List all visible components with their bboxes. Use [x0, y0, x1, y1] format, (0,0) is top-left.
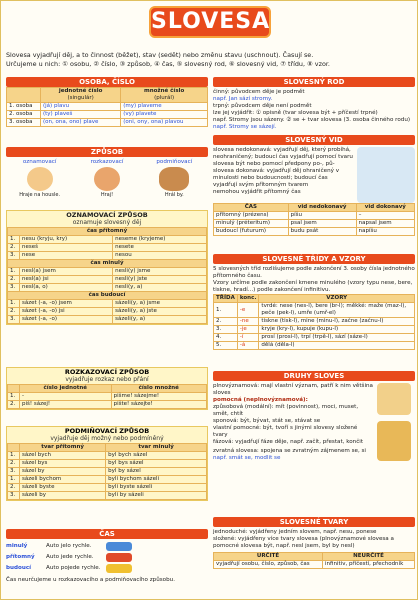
table-row: budoucí (futurum) budu psát napíšu [214, 228, 415, 236]
table-row: 2. osoba (ty) plaveš (vy) plavete [7, 111, 208, 119]
oznamovaci-table: čas přítomný 1. nesu (kryju, kry) neseme (kryjeme) 2. neseš nesete 3. nese nesou čas minulý 1. nesl(a) jsem nesli(y) jsme 2. nesl(a) jsi nesli(y) jste 3. nesl(a, o) nesli(y, a) čas budoucí 1. sázet (-a, -o) jsem sázeli(y, a) jsme 2. sázet (-a, -o) jsi sázeli(y, a) jste 3. sázet (-a, -o) sázeli(y, a) [7, 227, 207, 324]
table-row: přítomný (prézens) píšu – [214, 212, 415, 220]
rozkazovaci-title: ROZKAZOVACÍ ZPŮSOB [64, 368, 150, 376]
violinist-illustration [27, 167, 53, 191]
airplane-illustration [357, 147, 415, 203]
table-row: 2. -ne tiskne (tisk-l), mine (minu-l), začne (začnu-l) [214, 318, 415, 326]
table-row: 3. sázel by byl by sázel [8, 468, 207, 476]
table-row: 3. nese nesou [8, 252, 207, 260]
zpusob-item: rozkazovací Hraj! [90, 159, 124, 198]
rod-section: SLOVESNÝ ROD činný: původcem děje je podmět např. Jan sází stromy. trpný: původcem děje není podmět lze jej vyjádřit: ① opisně (tvar slovesa být + příčestí trpné) např. Stromy jsou sázeny. ② se + tvar slovesa (3. osoba činného rodu) např. Stromy se sázejí. [213, 77, 415, 131]
child-reading-illustration [377, 383, 411, 415]
cas-header: ČAS [6, 529, 208, 539]
cas-section [6, 529, 208, 584]
table-row: vyjadřují osobu, číslo, způsob, čas infinitiv, příčestí, přechodník [214, 561, 415, 569]
table-row: 2. sázet (-a, -o) jsi sázeli(y, a) jste [8, 308, 207, 316]
table-row: 3. sázeli by byli by sázeli [8, 492, 207, 500]
car-icon [106, 564, 132, 573]
table-row: 1. nesl(a) jsem nesli(y) jsme [8, 268, 207, 276]
table-row: 2. sázeli byste byli byste sázeli [8, 484, 207, 492]
table-row: 1. osoba (já) plavu (my) plaveme [7, 103, 208, 111]
podminovaci-section: PODMIŇOVACÍ ZPŮSOB vyjadřuje děj možný nebo podmíněný tvar přítomný tvar minulý 1. sázel bych byl bych sázel 2. sázel bys byl bys sázel 3. sázel by byl by sázel 1. sázeli bychom byli bychom sázeli 2. sázeli byste byli byste sázeli 3. sázeli by byli by sázeli [6, 426, 208, 501]
table-row: 5. -á dělá (děla-l) [214, 342, 415, 350]
druhy-section: DRUHY SLOVES plnovýznamová: mají vlastní význam, patří k nim většina sloves pomocná (neplnovýznamová): způsobová (modální): mít (povinnost), moci, muset, smět, chtít sponová: být, bývat, stát se, stávat se vlastní pomocné: být, tvoří s jinými slovesy složené tvary fázová: vyjadřují fáze děje, např. začít, přestat, končit zvratná slovesa: spojena se zvratným zájmenem se, si např. smát se, modlit se [213, 371, 415, 462]
tvary-table: URČITÉ NEURČITÉ vyjadřují osobu, číslo, způsob, čas infinitiv, příčestí, přechodník [213, 552, 415, 569]
child-illustration [94, 167, 120, 191]
table-row: 1. sázet (-a, -o) jsem sázeli(y, a) jsme [8, 300, 207, 308]
table-row: 3. sázet (-a, -o) sázeli(y, a) [8, 316, 207, 324]
car-icon [106, 542, 132, 551]
bear-illustration [159, 167, 189, 191]
tvary-section: SLOVESNÉ TVARY jednoduché: vyjádřeny jedním slovem, např. nesu, ponese složené: vyjádřeny více tvary slovesa (plnovýznamové slovesa a pomocné slovesa být, např. nesl jsem, byl by nesl) URČITÉ NEURČITÉ vyjadřují osobu, číslo, způsob, čas infinitiv, příčestí, přechodník [213, 517, 415, 569]
intro-line-2: Určujeme u nich: ① osobu, ② číslo, ③ způsob, ④ čas, ⑤ slovesný rod, ⑥ slovesný vid, ⑦ třídu, ⑧ vzor. [6, 59, 330, 68]
cas-item: minulý Auto jelo rychle. [6, 541, 208, 552]
oznamovaci-title: OZNAMOVACÍ ZPŮSOB [66, 211, 148, 219]
cas-item: přítomný Auto jede rychle. [6, 552, 208, 563]
intro-text [6, 51, 416, 68]
vid-section: SLOVESNÝ VID slovesa nedokonavá: vyjadřují děj, který probíhá, neohraničený; budoucí čas vyjadřují pomocí tvaru slovesa být nebo pomocí předpony po-, pů- slovesa dokonavá: vyjadřují děj ohraničený v minulosti nebo budoucnosti; budoucí čas vyjadřují svým přítomným tvarem nemohou vyjádřit přítomný čas ČAS vid nedokonavý vid dokonavý přítomný (prézens) píšu – minulý (préteritum) psal jsem napsal jsem budoucí (futurum) budu psát napíšu [213, 135, 415, 236]
druhy-header: DRUHY SLOVES [213, 371, 415, 381]
osoba-col-pl: množné číslo (plurál) [121, 88, 208, 103]
king-illustration [377, 421, 411, 461]
osoba-section [6, 77, 208, 127]
page-title: SLOVESA [149, 6, 271, 38]
zpusob-section [6, 147, 208, 203]
zpusob-item: podmiňovací Hrál by. [156, 159, 193, 198]
podminovaci-table: tvar přítomný tvar minulý 1. sázel bych byl bych sázel 2. sázel bys byl bys sázel 3. sázel by byl by sázel 1. sázeli bychom byli bychom sázeli 2. sázeli byste byli byste sázeli 3. sázeli by byli by sázeli [7, 443, 207, 500]
cas-item: budoucí Auto pojede rychle. [6, 563, 208, 574]
tridy-table: TŘÍDA konc. VZORY 1. -e tvrdé: nese (nes-l), bere (br-l); měkké: maže (maz-l), peče (pek-l), umře (umř-el) 2. -ne tiskne (tisk-l), mine (minu-l), začne (začnu-l) 3. -je kryje (kry-l), kupuje (kupu-l) 4. -í prosí (prosí-l), trpí (trpě-l), sází (sáze-l) 5. -á dělá (děla-l) [213, 294, 415, 350]
cas-note: Čas neurčujeme u rozkazovacího a podmiňovacího způsobu. [6, 577, 175, 583]
table-row: minulý (préteritum) psal jsem napsal jsem [214, 220, 415, 228]
oznamovaci-section: OZNAMOVACÍ ZPŮSOB oznamuje slovesný děj čas přítomný 1. nesu (kryju, kry) neseme (kryjeme) 2. neseš nesete 3. nese nesou čas minulý 1. nesl(a) jsem nesli(y) jsme 2. nesl(a) jsi nesli(y) jste 3. nesl(a, o) nesli(y, a) čas budoucí 1. sázet (-a, -o) jsem sázeli(y, a) jsme 2. sázet (-a, -o) jsi sázeli(y, a) jste 3. sázet (-a, -o) sázeli(y, a) [6, 210, 208, 325]
vid-header: SLOVESNÝ VID [213, 135, 415, 145]
osoba-header: OSOBA, ČÍSLO [6, 77, 208, 87]
osoba-table [6, 87, 208, 127]
table-row: 3. osoba (on, ona, ono) plave (oni, ony, ona) plavou [7, 119, 208, 127]
tridy-section: SLOVESNÉ TŘÍDY A VZORY 5 slovesných tříd rozlišujeme podle zakončení 3. osoby čísla jednotného přítomného času. Vzory určíme podle zakončení kmene minulého (vzory typu nese, bere, tiskne, hradí...) podle zakončení infinitivu. TŘÍDA konc. VZORY 1. -e tvrdé: nese (nes-l), bere (br-l); měkké: maže (maz-l), peče (pek-l), umře (umř-el) 2. -ne tiskne (tisk-l), mine (minu-l), začne (začnu-l) 3. -je kryje (kry-l), kupuje (kupu-l) 4. -í prosí (prosí-l), trpí (trpě-l), sází (sáze-l) 5. -á dělá (děla-l) [213, 255, 415, 348]
zpusob-item: oznamovací Hraje na housle. [19, 159, 61, 198]
table-row: 2. neseš nesete [8, 244, 207, 252]
table-row: 4. -í prosí (prosí-l), trpí (trpě-l), sází (sáze-l) [214, 334, 415, 342]
tridy-header: SLOVESNÉ TŘÍDY A VZORY [213, 254, 415, 264]
table-row: 1. sázeli bychom byli bychom sázeli [8, 476, 207, 484]
podminovaci-title: PODMIŇOVACÍ ZPŮSOB [64, 427, 150, 435]
rod-header: SLOVESNÝ ROD [213, 77, 415, 87]
car-icon [106, 553, 132, 562]
osoba-col-sg: jednotné číslo (singulár) [41, 88, 121, 103]
rozkazovaci-section: ROZKAZOVACÍ ZPŮSOB vyjadřuje rozkaz nebo přání číslo jednotné číslo množné 1. - pišme! sázejme! 2. piš! sázej! pište! sázejte! [6, 367, 208, 410]
vid-table: ČAS vid nedokonavý vid dokonavý přítomný (prézens) píšu – minulý (préteritum) psal jsem napsal jsem budoucí (futurum) budu psát napíšu [213, 203, 415, 236]
table-row: 3. -je kryje (kry-l), kupuje (kupu-l) [214, 326, 415, 334]
table-row: 2. sázel bys byl bys sázel [8, 460, 207, 468]
table-row: 2. piš! sázej! pište! sázejte! [8, 401, 207, 409]
table-row: 3. nesl(a, o) nesli(y, a) [8, 284, 207, 292]
rozkazovaci-table: číslo jednotné číslo množné 1. - pišme! sázejme! 2. piš! sázej! pište! sázejte! [7, 384, 207, 409]
intro-line-1: Slovesa vyjadřují děj, a to činnost (běžet), stav (sedět) nebo změnu stavu (uschnout). Časují se. [6, 51, 314, 59]
table-row: 1. sázel bych byl bych sázel [8, 452, 207, 460]
table-row: 1. -e tvrdé: nese (nes-l), bere (br-l); měkké: maže (maz-l), peče (pek-l), umře (umř-el) [214, 303, 415, 318]
table-row: 1. - pišme! sázejme! [8, 393, 207, 401]
table-row: 1. nesu (kryju, kry) neseme (kryjeme) [8, 236, 207, 244]
zpusob-header: ZPŮSOB [6, 147, 208, 157]
tvary-header: SLOVESNÉ TVARY [213, 517, 415, 527]
table-row: 2. nesl(a) jsi nesli(y) jste [8, 276, 207, 284]
